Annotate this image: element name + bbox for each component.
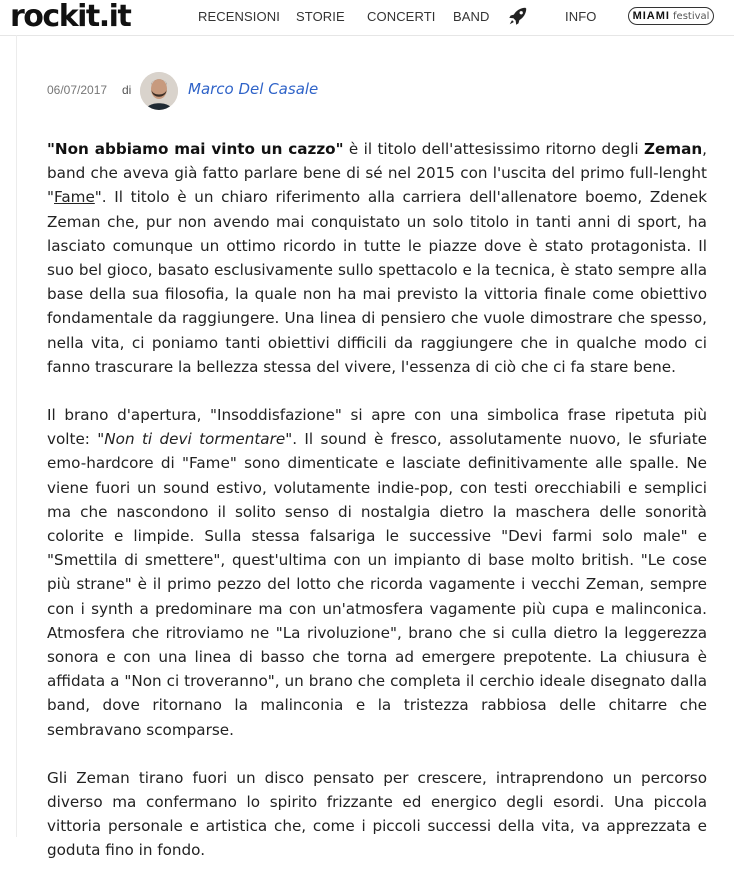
article-paragraph-2: Il brano d'apertura, "Insoddisfazione" si apre con una simbolica frase ripetuta più volte: "Non ti devi tormentare". Il sound è fresco, assolutamente nuovo, le sfuriate emo-hardcore di "Fame" sono dimenticate e lasciate definitivamente alle spalle. Ne viene fuori un sound estivo, volutamente indie-pop, con testi orecchiabili e semplici ma che nascondono il solito senso di nostalgia dietro la maschera delle sonorità colorite e limpide. Sulla stessa falsariga le successive "Devi farmi solo male" e "Smettila di smettere", quest'ultima con un impianto di base molto british. "Le cose più strane" è il primo pezzo del lotto che ricorda vagamente i vecchi Zeman, sempre con i synth a predominare ma con un'atmosfera vagamente più cupa e malinconica. Atmosfera che ritroviamo ne "La rivoluzione", brano che si culla dietro la leggerezza sonora e con una linea di basso che torna ad emergere prepotente. La chiusura è affidata a "Non ci troveranno", un brano che completa il cerchio ideale disegnato dalla band, dove ritornano la malinconia e la tristezza rabbiosa delle chitarre che sembravano scomparse. [47, 406, 708, 739]
article-paragraph-1: "Non abbiamo mai vinto un cazzo" è il titolo dell'attesissimo ritorno degli Zeman, band che aveva già fatto parlare bene di sé nel 2015 con l'uscita del primo full-lenght "Fame". Il titolo è un chiaro riferimento alla carriera dell'allenatore boemo, Zdenek Zeman che, pur non avendo mai conquistato un solo titolo in tanti anni di sport, ha lasciato comunque un ottimo ricordo in tutte le piazze dove è stato protagonista. Il suo bel gioco, basato esclusivamente sullo spettacolo e la tecnica, è stato sempre alla base della sua filosofia, la quale non ha mai previsto la vittoria finale come obiettivo fondamentale da raggiungere. Una linea di pensiero che vuole dimostrare che spesso, nella vita, ci poniamo tanti obiettivi difficili da raggiungere che in qualche modo ci fanno trascurare la bellezza stessa del vivere, l'essenza di ciò che ci fa stare bene. [47, 140, 707, 376]
site-logo[interactable]: rockit.it [10, 0, 131, 34]
nav-band[interactable]: BAND [453, 9, 490, 24]
album-title-quote: "Non abbiamo mai vinto un cazzo" [47, 140, 344, 158]
miami-label: MIAMI [632, 10, 670, 22]
band-name: Zeman [643, 140, 703, 158]
top-navigation-bar [0, 0, 734, 36]
italic-lyric: Non ti devi tormentare [104, 430, 286, 449]
nav-storie[interactable]: STORIE [296, 9, 345, 24]
nav-info[interactable]: INFO [565, 9, 597, 24]
rocket-icon[interactable] [507, 5, 529, 27]
author-link[interactable]: Marco Del Casale [188, 80, 319, 98]
publish-date: 06/07/2017 [47, 83, 108, 97]
left-margin-rule [0, 35, 17, 837]
festival-label: festival [673, 11, 710, 22]
fame-link[interactable]: Fame [54, 188, 95, 207]
miami-festival-badge[interactable] [628, 7, 714, 25]
article-paragraph-3: Gli Zeman tirano fuori un disco pensato per crescere, intraprendono un percorso diverso ma confermano lo spirito frizzante ed energico degli esordi. Una piccola vittoria personale e artistica che, come i piccoli successi della vita, va apprezzata e goduta fino in fondo. [47, 768, 707, 860]
author-avatar[interactable] [140, 72, 178, 110]
by-label: di [122, 83, 132, 97]
nav-concerti[interactable]: CONCERTI [367, 9, 436, 24]
article-body [47, 137, 707, 887]
nav-recensioni[interactable]: RECENSIONI [198, 9, 280, 24]
